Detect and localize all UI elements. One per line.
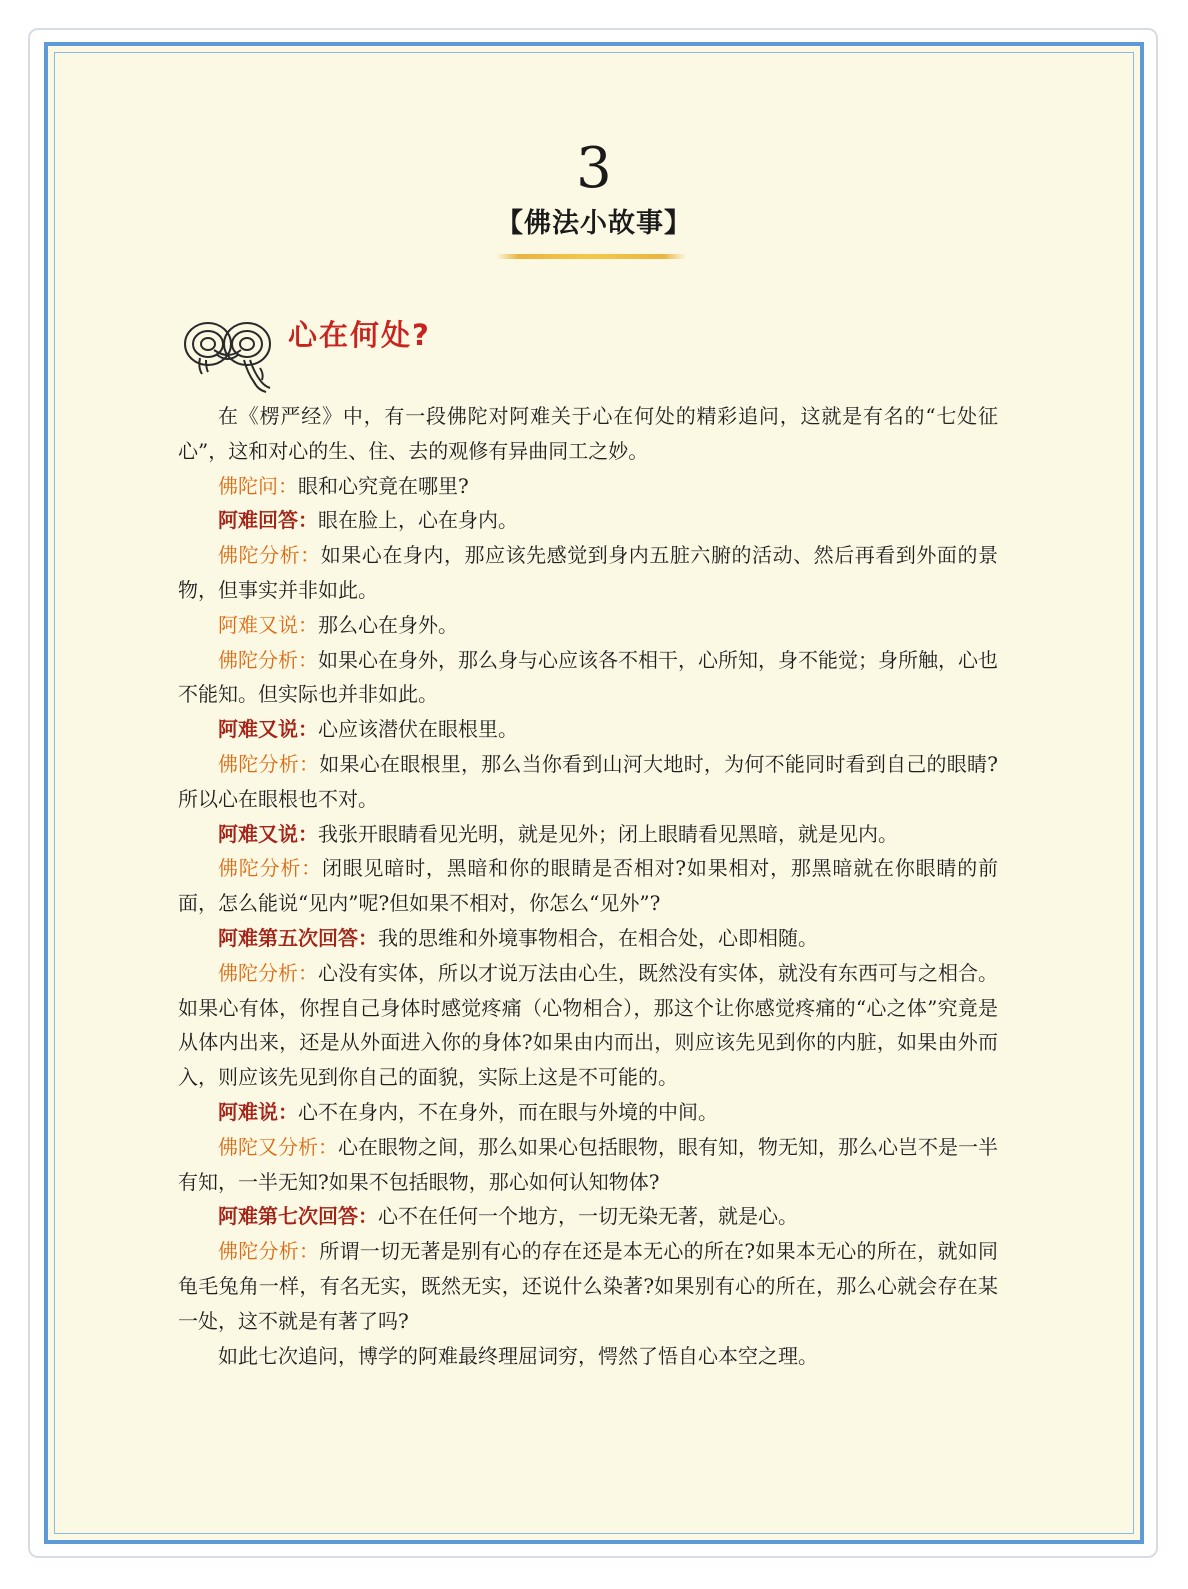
paragraph	[178, 1130, 998, 1200]
section-label: 【佛法小故事】	[496, 208, 692, 239]
paragraph-text: 我张开眼睛看见光明，就是见外；闭上眼睛看见黑暗，就是见内。	[318, 821, 898, 846]
paragraph-text: 如果心在眼根里，那么当你看到山河大地时，为何不能同时看到自己的眼睛?所以心在眼根也不对。	[178, 751, 999, 811]
speaker-label: 佛陀分析：	[218, 543, 321, 568]
book-page	[44, 42, 1144, 1544]
speaker-label: 阿难又说：	[218, 717, 318, 742]
speaker-label: 阿难又说：	[218, 612, 318, 637]
paragraph	[178, 1199, 998, 1234]
paragraph	[178, 851, 998, 921]
paragraph-text: 眼和心究竟在哪里?	[298, 473, 469, 498]
paragraph	[178, 1339, 998, 1374]
paragraph	[178, 1095, 998, 1130]
speaker-label: 佛陀分析：	[218, 751, 320, 776]
paragraph-text: 如果心在身外，那么身与心应该各不相干，心所知，身不能觉；身所触，心也不能知。但实际也并非如此。	[178, 647, 998, 707]
speaker-label: 佛陀分析：	[218, 647, 318, 672]
paragraph-text: 心不在任何一个地方，一切无染无著，就是心。	[378, 1204, 798, 1229]
paragraph	[178, 712, 998, 747]
paragraph	[178, 469, 998, 504]
speaker-label: 阿难说：	[218, 1099, 298, 1124]
paragraph	[178, 1234, 998, 1338]
paragraph-text: 我的思维和外境事物相合，在相合处，心即相随。	[378, 925, 818, 950]
speaker-label: 佛陀分析：	[218, 856, 322, 881]
speaker-label: 佛陀分析：	[218, 1239, 320, 1264]
paragraph	[178, 608, 998, 643]
paragraph-text: 心应该潜伏在眼根里。	[318, 717, 518, 742]
paragraph-text: 如果心在身内，那应该先感觉到身内五脏六腑的活动、然后再看到外面的景物，但事实并非如此。	[178, 543, 998, 602]
chapter-number: 3	[576, 136, 612, 201]
paragraph	[178, 503, 998, 538]
speaker-label: 佛陀分析：	[218, 960, 318, 985]
speaker-label: 阿难回答：	[218, 508, 318, 533]
paragraph	[178, 643, 998, 713]
cymbals-icon	[180, 308, 280, 396]
story-body	[178, 399, 998, 1373]
paragraph-text: 那么心在身外。	[318, 612, 458, 637]
speaker-label: 阿难又说：	[218, 821, 318, 846]
speaker-label: 佛陀问：	[218, 473, 298, 498]
paragraph-text: 眼在脸上，心在身内。	[318, 508, 518, 533]
paragraph	[178, 399, 998, 469]
paragraph-text: 心不在身内，不在身外，而在眼与外境的中间。	[298, 1099, 718, 1124]
paragraph-text: 闭眼见暗时，黑暗和你的眼睛是否相对?如果相对，那黑暗就在你眼睛的前面，怎么能说“见内”呢?但如果不相对，你怎么“见外”?	[178, 856, 999, 916]
speaker-label: 佛陀又分析：	[218, 1134, 338, 1159]
paragraph	[178, 817, 998, 852]
paragraph-text: 心在眼物之间，那么如果心包括眼物，眼有知，物无知，那么心岂不是一半有知，一半无知?如果不包括眼物，那心如何认知物体?	[178, 1134, 998, 1194]
paragraph	[178, 538, 998, 608]
paragraph	[178, 921, 998, 956]
story-title: 心在何处?	[288, 318, 431, 352]
paragraph-text: 心没有实体，所以才说万法由心生，既然没有实体，就没有东西可与之相合。如果心有体，你捏自己身体时感觉疼痛（心物相合），那这个让你感觉疼痛的“心之体”究竟是从体内出来，还是从外面进入你的身体?如果由内而出，则应该先见到你的内脏，如果由外而入，则应该先见到你自己的面貌，实际上这是不可能的。	[178, 960, 998, 1090]
paragraph	[178, 956, 998, 1095]
speaker-label: 阿难第七次回答：	[218, 1204, 378, 1229]
speaker-label: 阿难第五次回答：	[218, 925, 378, 950]
paragraph-text: 如此七次追问，博学的阿难最终理屈词穷，愕然了悟自心本空之理。	[218, 1343, 818, 1368]
title-underline-decoration	[496, 254, 686, 259]
paragraph-text: 所谓一切无著是别有心的存在还是本无心的所在?如果本无心的所在，就如同龟毛兔角一样，有名无实，既然无实，还说什么染著?如果别有心的所在，那么心就会存在某一处，这不就是有著了吗?	[178, 1239, 999, 1333]
paragraph	[178, 747, 998, 817]
paragraph-text: 在《楞严经》中，有一段佛陀对阿难关于心在何处的精彩追问，这就是有名的“七处征心”，这和对心的生、住、去的观修有异曲同工之妙。	[178, 404, 998, 463]
